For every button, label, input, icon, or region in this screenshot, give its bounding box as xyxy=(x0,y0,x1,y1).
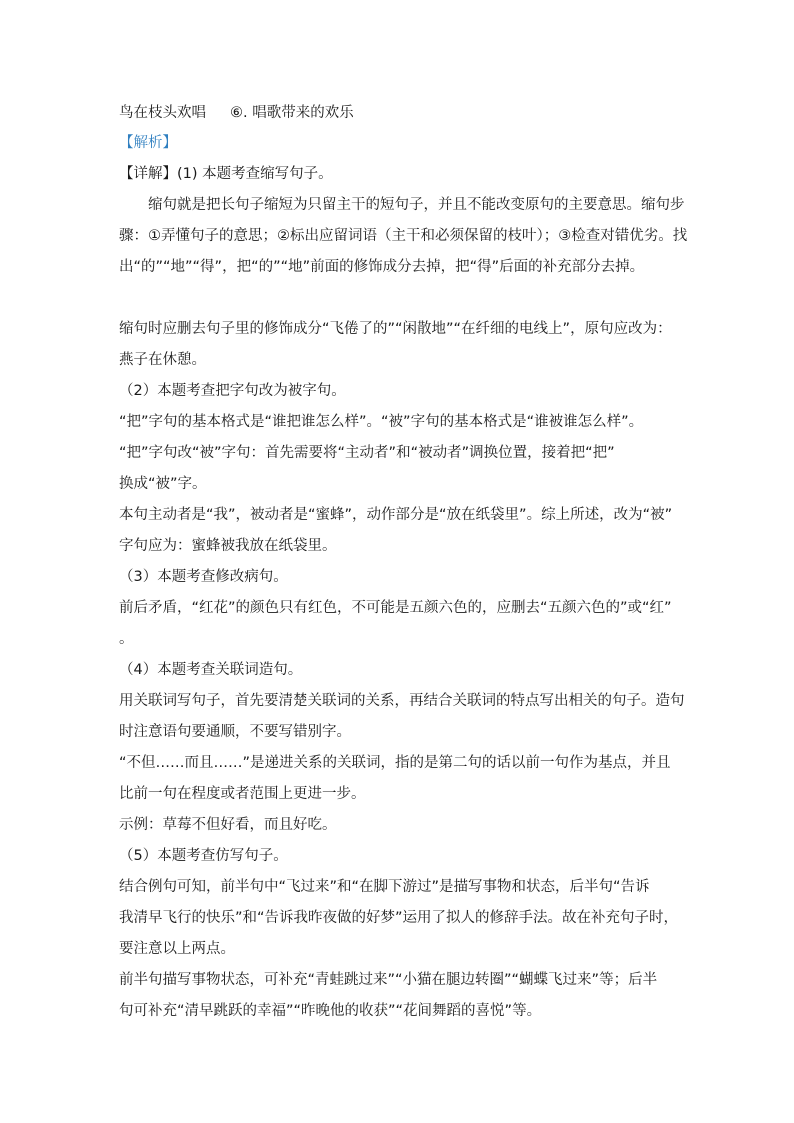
paragraph-line: 本句主动者是“我”，被动者是“蜜蜂”，动作部分是“放在纸袋里”。综上所述，改为“被” xyxy=(119,507,673,523)
paragraph-line: “把”字句的基本格式是“谁把谁怎么样”。“被”字句的基本格式是“谁被谁怎么样”。 xyxy=(119,414,644,430)
paragraph-line: 结合例句可知，前半句中“飞过来”和“在脚下游过”是描写事物和状态，后半句“告诉 xyxy=(119,879,650,895)
paragraph-line: 缩句就是把长句子缩短为只留主干的短句子，并且不能改变原句的主要意思。缩句步 xyxy=(148,197,685,213)
paragraph-line: 要注意以上两点。 xyxy=(119,941,235,957)
answer-tail-part-a: 鸟在枝头欢唱 xyxy=(119,105,206,121)
paragraph-line: 骤：①弄懂句子的意思；②标出应留词语（主干和必须保留的枝叶）；③检查对错优劣。找 xyxy=(119,228,688,244)
example-line: 示例：草莓不但好看，而且好吃。 xyxy=(119,817,337,833)
detail-heading-5: （5）本题考查仿写句子。 xyxy=(119,848,288,864)
paragraph-line: 前后矛盾，“红花”的颜色只有红色，不可能是五颜六色的，应删去“五颜六色的”或“红” xyxy=(119,600,672,616)
paragraph-line: 缩句时应删去句子里的修饰成分“飞倦了的”“闲散地”“在纤细的电线上”，原句应改为： xyxy=(119,321,672,337)
paragraph-line: 前半句描写事物状态，可补充“青蛙跳过来”“小猫在腿边转圈”“蝴蝶飞过来”等；后半 xyxy=(119,972,658,988)
paragraph-line: 句可补充“清早跳跃的幸福”“昨晚他的收获”“花间舞蹈的喜悦”等。 xyxy=(119,1003,542,1019)
paragraph-line: 燕子在休憩。 xyxy=(119,352,206,368)
paragraph-line: “不但……而且……”是递进关系的关联词，指的是第二句的话以前一句作为基点，并且 xyxy=(119,755,671,771)
paragraph-line: 用关联词写句子，首先要清楚关联词的关系，再结合关联词的特点写出相关的句子。造句 xyxy=(119,693,685,709)
detail-heading-2: （2）本题考查把字句改为被字句。 xyxy=(119,383,346,399)
answer-tail-part-b: ⑥. 唱歌带来的欢乐 xyxy=(230,105,354,121)
paragraph-line: “把”字句改“被”字句：首先需要将“主动者”和“被动者”调换位置，接着把“把” xyxy=(119,445,615,461)
detail-heading-3: （3）本题考查修改病句。 xyxy=(119,569,288,585)
paragraph-line: 我清早飞行的快乐”和“告诉我昨夜做的好梦”运用了拟人的修辞手法。故在补充句子时， xyxy=(119,910,679,926)
paragraph-line: 出“的”“地”“得”，把“的”“地”前面的修饰成分去掉，把“得”后面的补充部分去掉。 xyxy=(119,259,645,275)
paragraph-line: 换成“被”字。 xyxy=(119,476,207,492)
analysis-section-label: 【解析】 xyxy=(119,135,177,151)
paragraph-line: 时注意语句要通顺，不要写错别字。 xyxy=(119,724,351,740)
paragraph-line: 。 xyxy=(119,631,134,647)
detail-heading-1: 【详解】(1) 本题考查缩写句子。 xyxy=(119,166,333,182)
detail-heading-4: （4）本题考查关联词造句。 xyxy=(119,662,303,678)
paragraph-line: 字句应为：蜜蜂被我放在纸袋里。 xyxy=(119,538,337,554)
answer-tail-line xyxy=(119,103,679,123)
paragraph-line: 比前一句在程度或者范围上更进一步。 xyxy=(119,786,366,802)
